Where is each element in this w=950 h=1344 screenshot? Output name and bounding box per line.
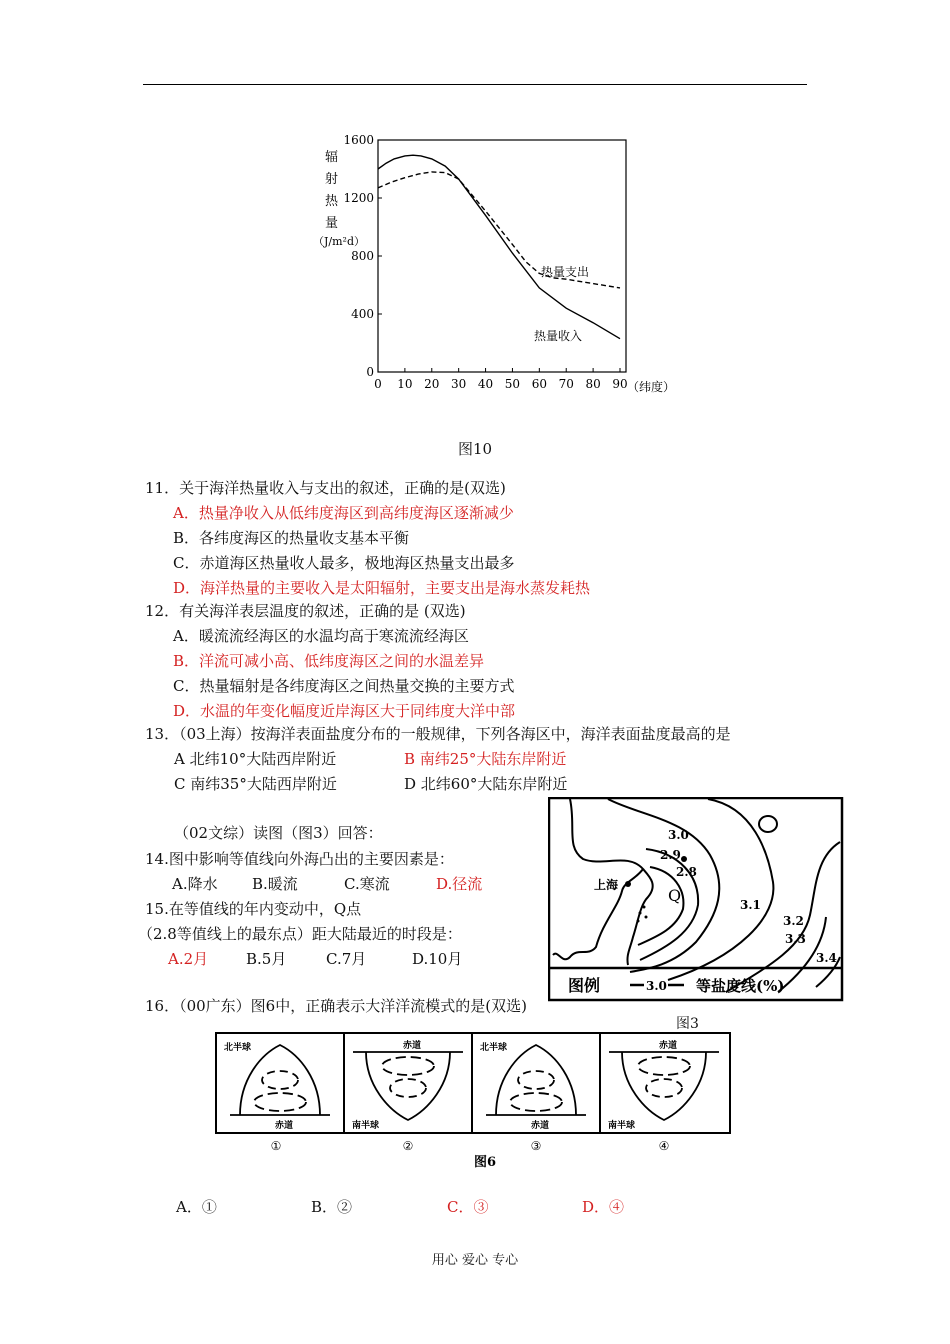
series-lines bbox=[378, 155, 620, 339]
x-tick-label: 10 bbox=[397, 377, 413, 391]
answer-option: B.5月 bbox=[246, 950, 287, 968]
panel-number: ④ bbox=[658, 1139, 670, 1153]
point-q-label: Q bbox=[668, 886, 682, 905]
y-ticks bbox=[343, 133, 382, 379]
x-tick-label: 90 bbox=[612, 377, 628, 391]
q14-stem: 14.图中影响等值线向外海凸出的主要因素是： bbox=[145, 850, 454, 868]
answer-option: C 南纬35°大陆西岸附近 bbox=[174, 775, 337, 793]
header-rule bbox=[143, 84, 807, 85]
question-stem: 12．有关海洋表层温度的叙述，正确的是 (双选) bbox=[145, 602, 466, 620]
continent-shape bbox=[622, 1052, 706, 1120]
continent-shape bbox=[240, 1045, 320, 1115]
answer-option: D.10月 bbox=[412, 950, 463, 968]
label-2.8: 2.8 bbox=[676, 865, 697, 879]
answer-option: A．① bbox=[176, 1198, 217, 1216]
x-tick-label: 0 bbox=[374, 377, 382, 391]
fig6-ocean-current-models bbox=[214, 1030, 734, 1180]
y-tick-label: 1600 bbox=[343, 133, 374, 147]
question-stem: 13．（03上海）按海洋表面盐度分布的一般规律，下列各海区中，海洋表面盐度最高的是 bbox=[145, 725, 731, 743]
answer-option: D．水温的年变化幅度近岸海区大于同纬度大洋中部 bbox=[173, 702, 516, 720]
footer: 用心 爱心 专心 bbox=[431, 1253, 519, 1268]
panel-bottom-label: 南半球 bbox=[608, 1121, 636, 1131]
panel-top-label: 北半球 bbox=[480, 1043, 508, 1053]
legend-text: 等盐度线(%) bbox=[696, 977, 785, 995]
x-tick-label: 70 bbox=[558, 377, 574, 391]
y-tick-label: 0 bbox=[366, 365, 374, 379]
answer-option: A.2月 bbox=[168, 950, 209, 968]
answer-option: C.7月 bbox=[326, 950, 367, 968]
answer-option: D.径流 bbox=[436, 875, 483, 893]
panel-number: ③ bbox=[530, 1139, 542, 1153]
panel-top-label: 北半球 bbox=[224, 1043, 252, 1053]
answer-option: A 北纬10°大陆西岸附近 bbox=[174, 750, 337, 768]
legend-title: 图例 bbox=[568, 976, 601, 995]
q15-stem-2: （2.8等值线上的最东点）距大陆最近的时段是： bbox=[138, 925, 462, 943]
label-3.1: 3.1 bbox=[740, 898, 761, 912]
answer-option: C.寒流 bbox=[344, 875, 390, 893]
y-axis-label-char: 热 bbox=[325, 194, 339, 209]
city-label: 上海 bbox=[594, 878, 619, 892]
q16-stem: 16．（00广东）图6中，正确表示大洋洋流模式的是(双选) bbox=[145, 997, 527, 1015]
question-stem: 11．关于海洋热量收入与支出的叙述，正确的是(双选) bbox=[145, 479, 506, 497]
q15-stem-1: 15.在等值线的年内变动中，Q点 bbox=[145, 900, 362, 918]
group-intro: （02文综）读图（图3）回答： bbox=[174, 824, 383, 842]
panel-top-label: 赤道 bbox=[659, 1041, 678, 1051]
label-3.3: 3.3 bbox=[785, 932, 806, 946]
answer-option: D 北纬60°大陆东岸附近 bbox=[404, 775, 568, 793]
fig3-caption: 图3 bbox=[676, 1016, 699, 1032]
answer-option: A．热量净收入从低纬度海区到高纬度海区逐渐减少 bbox=[173, 504, 514, 522]
fig10-chart bbox=[300, 125, 700, 410]
y-axis-label-char: 射 bbox=[325, 172, 339, 187]
legend-income: 热量收入 bbox=[534, 329, 583, 343]
x-tick-label: 20 bbox=[424, 377, 440, 391]
continent-shape bbox=[366, 1052, 450, 1120]
answer-option: A．暖流流经海区的水温均高于寒流流经海区 bbox=[173, 627, 469, 645]
panel-number: ② bbox=[402, 1139, 414, 1153]
panel-top-label: 赤道 bbox=[403, 1041, 422, 1051]
x-tick-label: 80 bbox=[585, 377, 601, 391]
answer-option: B．洋流可减小高、低纬度海区之间的水温差异 bbox=[173, 652, 485, 670]
answer-option: B.暖流 bbox=[252, 875, 298, 893]
y-axis-label-char: 辐 bbox=[325, 150, 339, 165]
fig6-caption: 图6 bbox=[474, 1155, 497, 1170]
label-3.4: 3.4 bbox=[816, 951, 837, 965]
x-tick-label: 50 bbox=[504, 377, 521, 391]
x-tick-label: 40 bbox=[477, 377, 494, 391]
panel-bottom-label: 赤道 bbox=[275, 1121, 294, 1131]
series-热量收入 bbox=[378, 155, 620, 339]
x-axis-label: （纬度） bbox=[627, 380, 676, 394]
legend-value: 3.0 bbox=[646, 979, 667, 993]
panel-number: ① bbox=[270, 1139, 282, 1153]
y-axis-unit: （J/m²d） bbox=[313, 235, 365, 248]
answer-option: C．赤道海区热量收人最多，极地海区热量支出最多 bbox=[173, 554, 515, 572]
answer-option: C．热量辐射是各纬度海区之间热量交换的主要方式 bbox=[173, 677, 515, 695]
answer-option: D．④ bbox=[582, 1198, 625, 1216]
answer-option: B．② bbox=[311, 1198, 353, 1216]
x-tick-label: 60 bbox=[531, 377, 547, 391]
label-3.2: 3.2 bbox=[783, 914, 804, 928]
answer-option: D．海洋热量的主要收入是太阳辐射，主要支出是海水蒸发耗热 bbox=[173, 579, 591, 597]
answer-option: B．各纬度海区的热量收支基本平衡 bbox=[173, 529, 410, 547]
answer-option: B 南纬25°大陆东岸附近 bbox=[404, 750, 567, 768]
panel-bottom-label: 赤道 bbox=[531, 1121, 550, 1131]
y-tick-label: 800 bbox=[351, 249, 374, 263]
panel-bottom-label: 南半球 bbox=[352, 1121, 380, 1131]
fig10-caption: 图10 bbox=[458, 440, 493, 458]
y-tick-label: 1200 bbox=[343, 191, 374, 205]
continent-shape bbox=[496, 1045, 576, 1115]
answer-option: A.降水 bbox=[172, 875, 218, 893]
label-2.9: 2.9 bbox=[660, 848, 681, 862]
y-tick-label: 400 bbox=[351, 307, 374, 321]
y-axis-label bbox=[325, 150, 339, 231]
y-axis-label-char: 量 bbox=[325, 216, 339, 231]
x-tick-label: 30 bbox=[451, 377, 467, 391]
answer-option: C．③ bbox=[447, 1198, 489, 1216]
plot-frame bbox=[378, 140, 626, 372]
fig3-salinity-map bbox=[548, 797, 844, 1002]
label-3.0: 3.0 bbox=[668, 828, 689, 842]
legend-expense: 热量支出 bbox=[541, 265, 590, 279]
